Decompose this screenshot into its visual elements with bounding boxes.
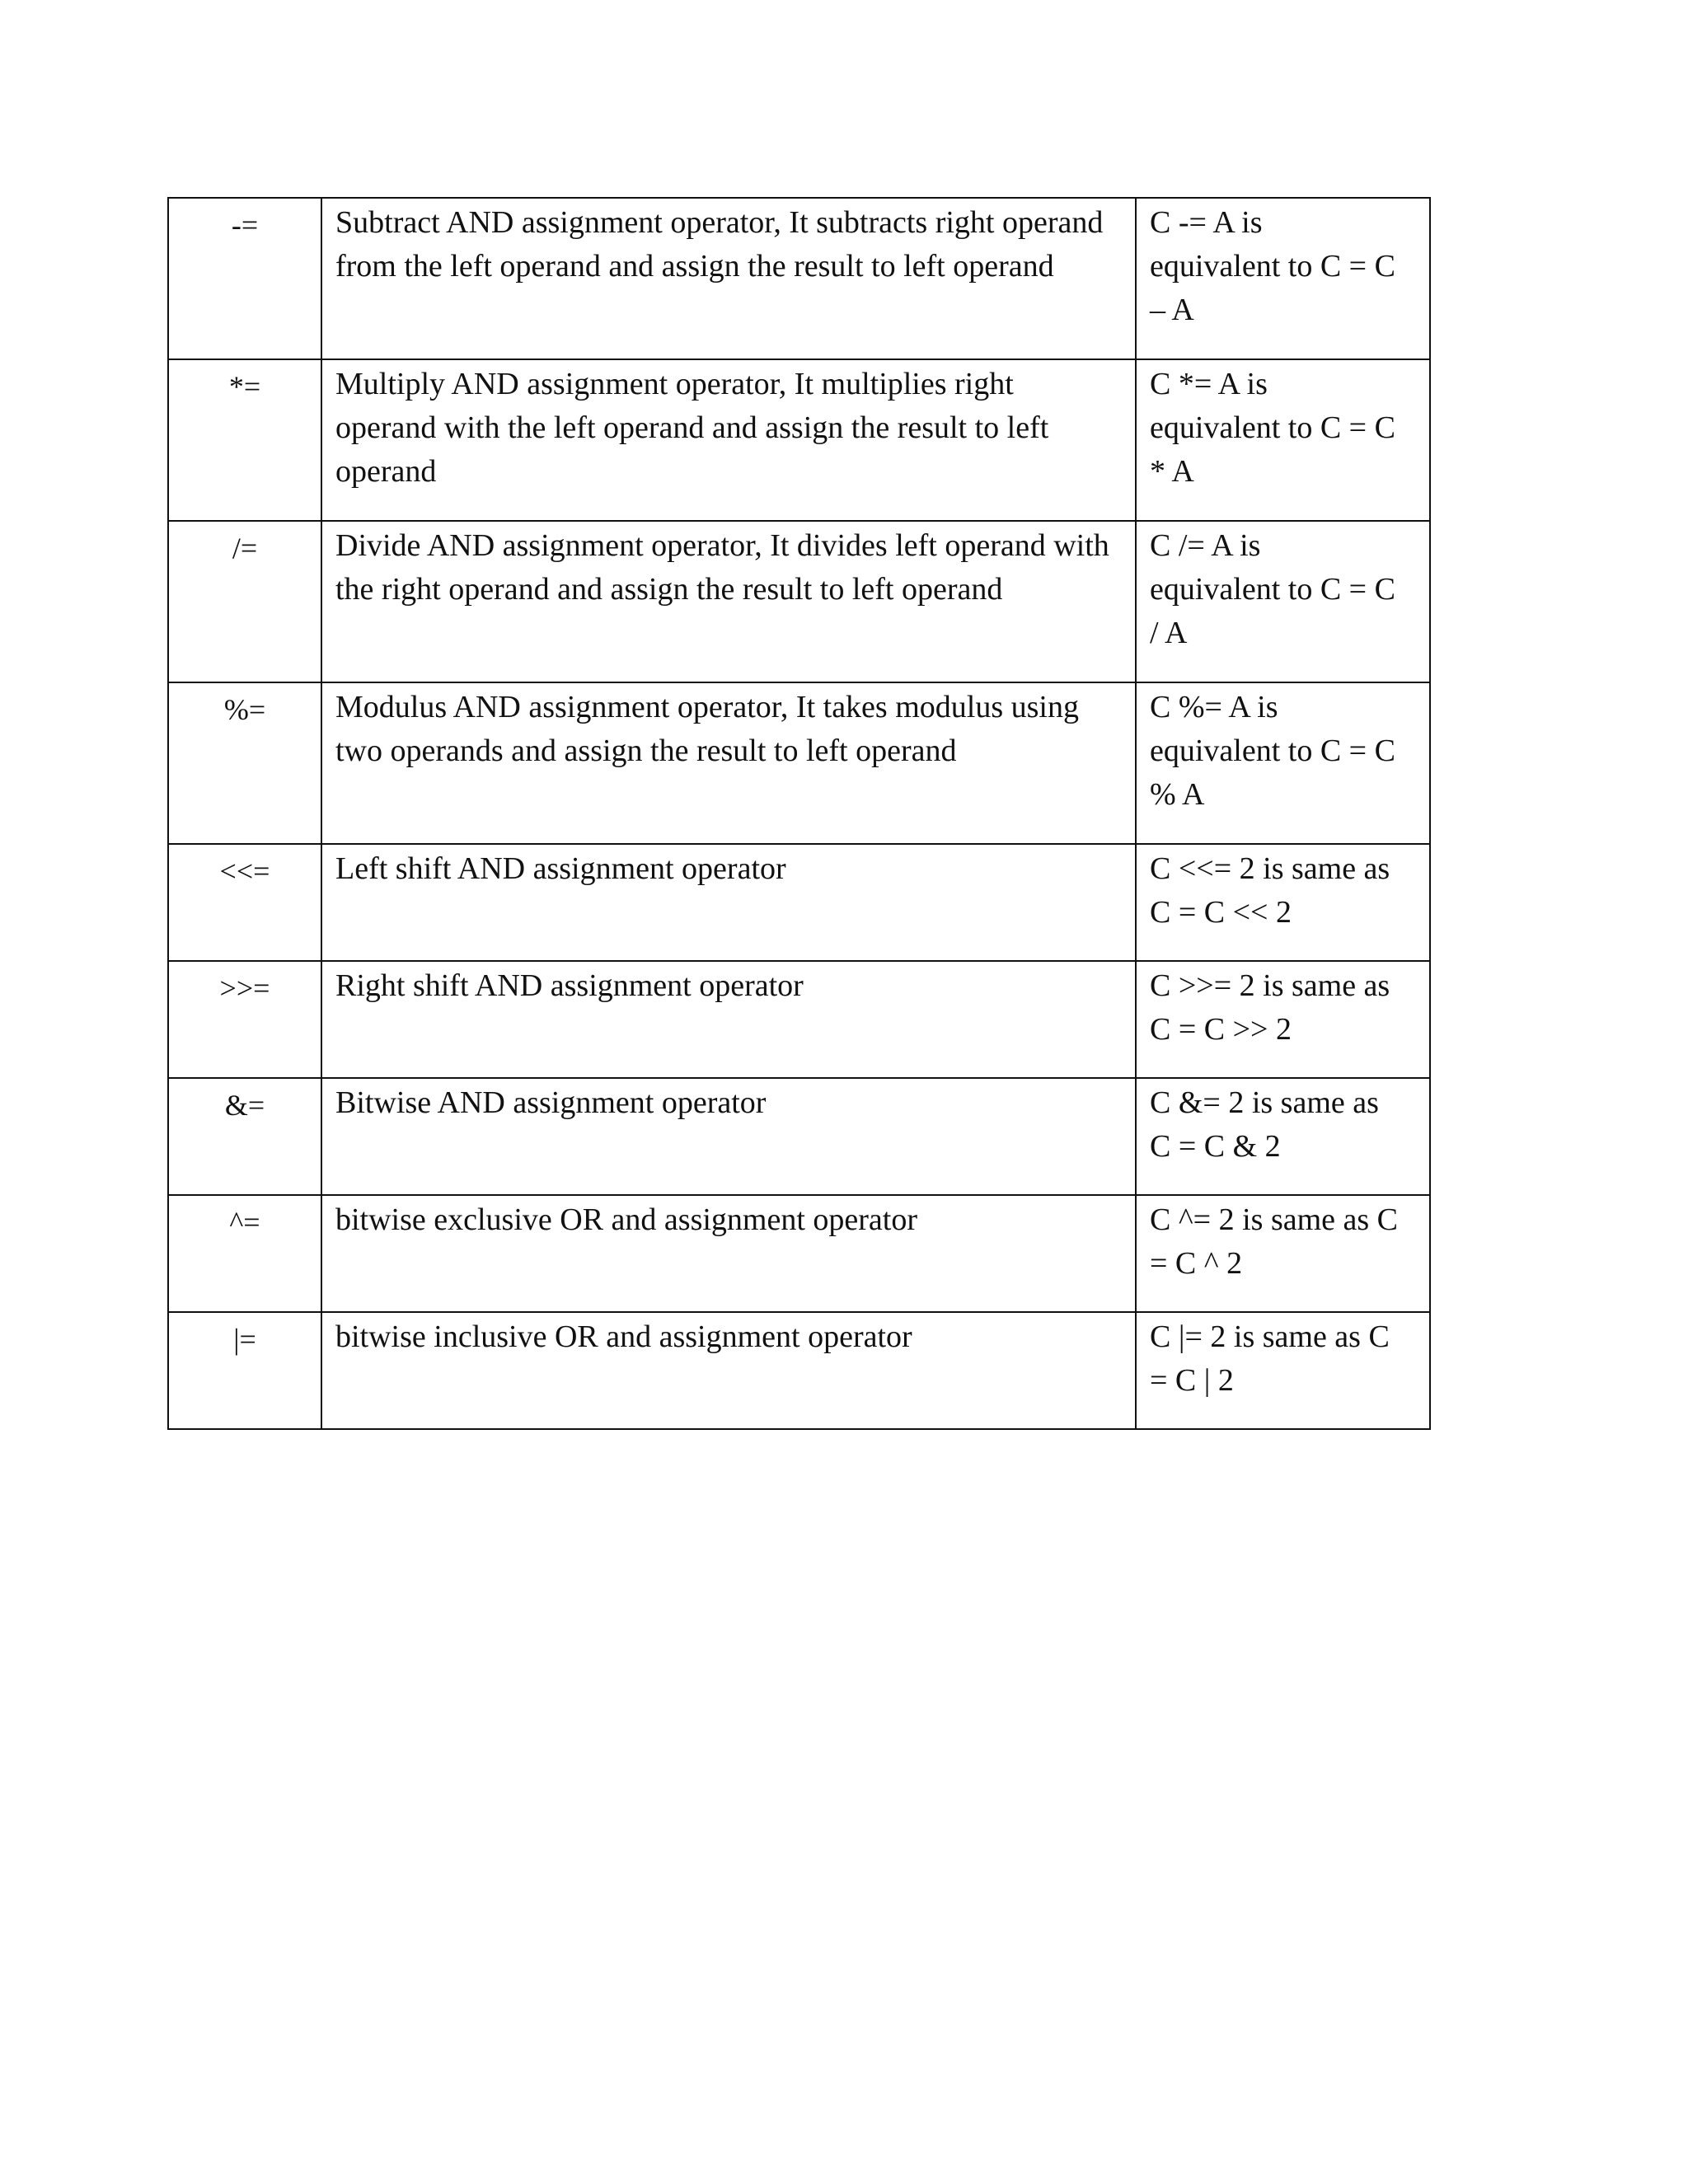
example-line: equivalent to C = C — [1150, 572, 1395, 607]
example-line: C ^= 2 is same as C — [1150, 1202, 1399, 1237]
table-row — [168, 961, 1430, 1078]
assignment-operators-table — [167, 197, 1431, 1430]
operator-symbol: <<= — [219, 855, 270, 888]
operator-symbol: %= — [223, 693, 266, 726]
operator-cell — [168, 1312, 321, 1429]
table-row — [168, 1078, 1430, 1195]
example-cell — [1136, 1195, 1430, 1312]
example-cell — [1136, 198, 1430, 359]
description-cell: Divide AND assignment operator, It divides left operand with the right operand and assign the result to left operand — [321, 521, 1136, 682]
example-line: equivalent to C = C — [1150, 249, 1395, 284]
operator-symbol: |= — [233, 1323, 256, 1356]
operator-cell — [168, 1195, 321, 1312]
operator-symbol: ^= — [229, 1206, 260, 1239]
operator-symbol: /= — [232, 532, 258, 565]
description-cell: Subtract AND assignment operator, It subtracts right operand from the left operand and assign the result to left operand — [321, 198, 1136, 359]
table-row — [168, 521, 1430, 682]
operator-cell — [168, 198, 321, 359]
operator-cell — [168, 844, 321, 961]
example-line: C = C >> 2 — [1150, 1012, 1292, 1047]
operator-cell — [168, 521, 321, 682]
description-cell: Bitwise AND assignment operator — [321, 1078, 1136, 1195]
operator-symbol: &= — [224, 1089, 265, 1122]
description-cell: Right shift AND assignment operator — [321, 961, 1136, 1078]
example-cell — [1136, 961, 1430, 1078]
example-line: = C | 2 — [1150, 1363, 1234, 1398]
example-cell — [1136, 682, 1430, 844]
example-cell — [1136, 844, 1430, 961]
example-line: C <<= 2 is same as — [1150, 851, 1390, 886]
example-line: * A — [1150, 454, 1194, 489]
description-cell: Modulus AND assignment operator, It takes modulus using two operands and assign the result to left operand — [321, 682, 1136, 844]
table-row — [168, 682, 1430, 844]
example-line: = C ^ 2 — [1150, 1246, 1243, 1281]
operator-cell — [168, 961, 321, 1078]
table-row — [168, 1312, 1430, 1429]
description-cell: bitwise inclusive OR and assignment operator — [321, 1312, 1136, 1429]
description-cell: bitwise exclusive OR and assignment operator — [321, 1195, 1136, 1312]
example-line: C = C << 2 — [1150, 895, 1292, 930]
table-row — [168, 844, 1430, 961]
description-cell: Left shift AND assignment operator — [321, 844, 1136, 961]
example-cell — [1136, 521, 1430, 682]
example-cell — [1136, 359, 1430, 521]
table-row — [168, 1195, 1430, 1312]
example-line: / A — [1150, 616, 1188, 650]
table-row — [168, 198, 1430, 359]
operator-cell — [168, 359, 321, 521]
table-row — [168, 359, 1430, 521]
example-cell — [1136, 1312, 1430, 1429]
operator-symbol: >>= — [219, 972, 270, 1005]
operator-cell — [168, 1078, 321, 1195]
operator-symbol: -= — [231, 209, 259, 241]
example-line: % A — [1150, 777, 1205, 812]
example-line: C *= A is — [1150, 367, 1268, 401]
example-line: C = C & 2 — [1150, 1129, 1281, 1164]
description-cell: Multiply AND assignment operator, It multiplies right operand with the left operand and assign the result to left operand — [321, 359, 1136, 521]
example-line: C >>= 2 is same as — [1150, 968, 1390, 1003]
example-line: – A — [1150, 293, 1194, 327]
example-line: C %= A is — [1150, 690, 1278, 724]
example-cell — [1136, 1078, 1430, 1195]
example-line: C |= 2 is same as C — [1150, 1319, 1390, 1354]
example-line: equivalent to C = C — [1150, 410, 1395, 445]
operator-cell — [168, 682, 321, 844]
example-line: C -= A is — [1150, 205, 1263, 240]
operator-symbol: *= — [228, 370, 261, 403]
example-line: C &= 2 is same as — [1150, 1085, 1379, 1120]
example-line: equivalent to C = C — [1150, 733, 1395, 768]
example-line: C /= A is — [1150, 528, 1261, 563]
